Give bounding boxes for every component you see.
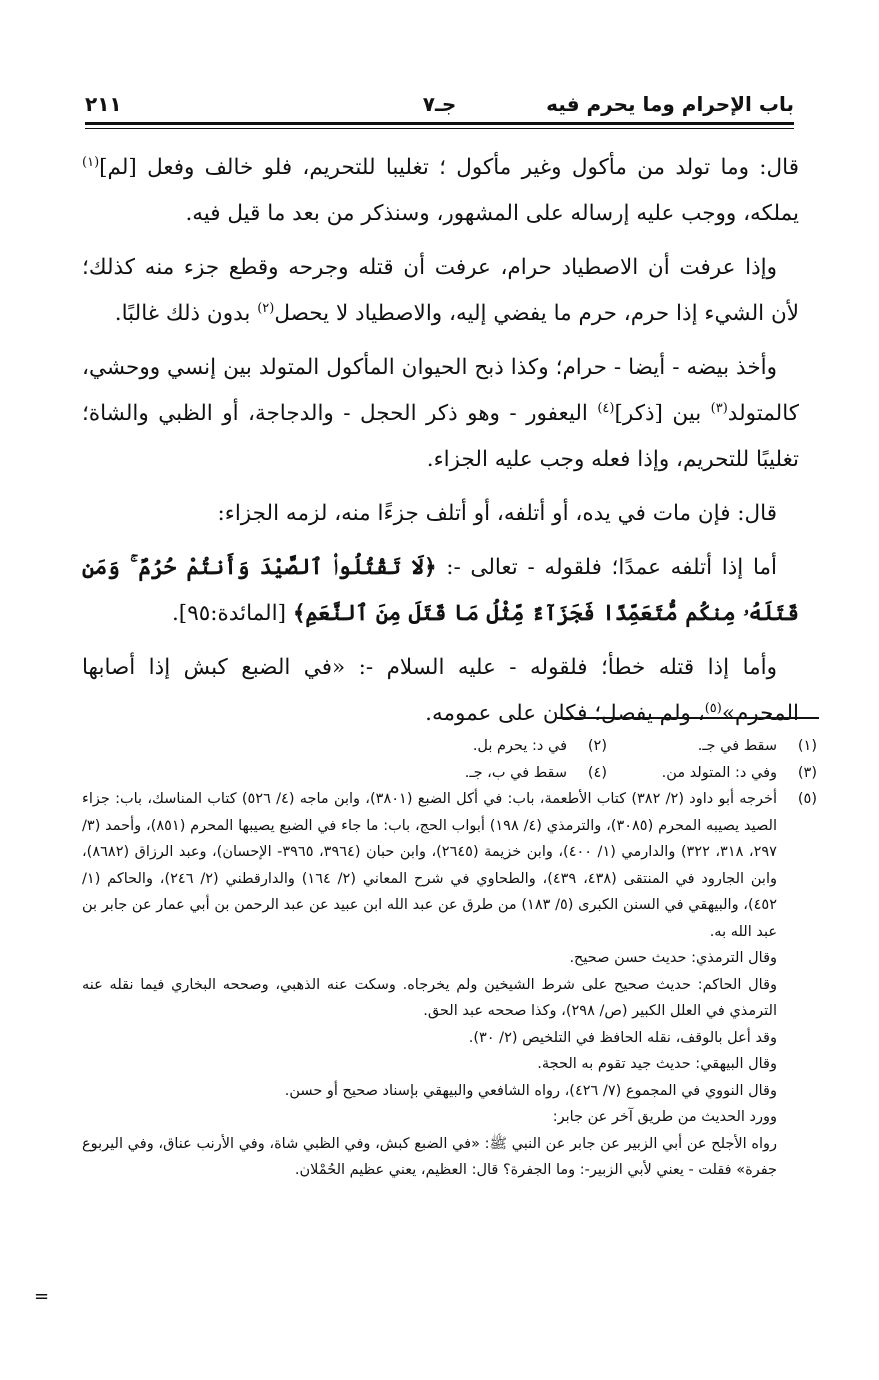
footnote-row-1	[82, 733, 817, 760]
paragraph-4	[82, 491, 799, 537]
volume-label: جـ٧	[422, 92, 457, 116]
margin-mark: =	[34, 1286, 50, 1307]
footnote-number: (٣)	[797, 764, 817, 781]
footnote-ref-5[interactable]: (٥)	[704, 700, 722, 716]
p3-text: وأخذ بيضه - أيضا - حرام؛ وكذا ذبح الحيوان المأكول المتولد بين إنسي ووحشي، كالمتولد	[82, 355, 799, 426]
p6-text: وأما إذا قتله خطأ؛ فلقوله - عليه السلام -: «في الضبع كبش إذا أصابها المحرم»	[82, 655, 799, 726]
paragraph-5	[82, 545, 799, 637]
paragraph-6	[82, 645, 799, 737]
page-number: ٢١١	[85, 92, 122, 116]
footnote-separator	[557, 717, 819, 719]
footnote-ref-3[interactable]: (٣)	[710, 400, 728, 416]
footnotes	[82, 733, 817, 1184]
footnote-row-2	[82, 760, 817, 787]
footnote-5-body	[82, 786, 777, 1184]
footnote-2	[397, 733, 607, 760]
p3-text-2: بين [ذكر]	[614, 401, 711, 426]
p6-text-2: ، ولم يفصل؛ فكان على عمومه.	[425, 701, 705, 726]
footnote-text: سقط في جـ.	[697, 738, 777, 754]
footnote-5-line: أخرجه أبو داود (٢/ ٣٨٢) كتاب الأطعمة، باب: في أكل الضبع (٣٨٠١)، وابن ماجه (٤/ ٥٢٦) كتاب المناسك، باب: جزاء الصيد يصيبه المحرم (٣٠٨٥)، والترمذي (٤/ ١٩٨) أبواب الحج، باب: ما جاء في الضبع يصيبها المحرم (٨٥١)، وأحمد (٣/ ٢٩٧، ٣١٨، ٣٢٢) والدارمي (١/ ٤٠٠)، وابن خزيمة (٢٦٤٥)، وابن حبان (٣٩٦٤، ٣٩٦٥- الإحسان)، وعبد الرزاق (٨٦٨٢)، وابن الجارود في المنتقى (٤٣٨، ٤٣٩)، والطحاوي في شرح المعاني (٢/ ١٦٤) والدارقطني (٢/ ٢٤٦)، والحاكم (١/ ٤٥٢)، والبيهقي في السنن الكبرى (٥/ ١٨٣) من طرق عن عبد الله ابن عبيد عن عبد الرحمن بن أبي عمار عن جابر بن عبد الله به.	[82, 791, 778, 940]
footnote-number: (٤)	[587, 764, 607, 781]
p3-text-3: اليعفور - وهو ذكر الحجل - والدجاجة، أو الظبي والشاة؛ تغليبًا للتحريم، وإذا فعله وجب عليه الجزاء.	[82, 401, 799, 472]
footnote-5-line: رواه الأجلح عن أبي الزبير عن جابر عن النبي ﷺ: «في الضبع كبش، وفي الظبي شاة، وفي الأرنب عناق، وفي اليربوع جفرة» فقلت - يعني لأبي الزبير-: وما الجفرة؟ قال: العظيم، يعني عظيم الحُمْلان.	[82, 1135, 777, 1178]
footnote-text: سقط في ب، جـ.	[464, 764, 567, 781]
p2-text-2: بدون ذلك غالبًا.	[114, 301, 258, 326]
chapter-title: باب الإحرام وما يحرم فيه	[546, 92, 794, 116]
footnote-4	[397, 760, 607, 787]
footnote-text: في د: يحرم بل.	[472, 738, 567, 754]
quran-verse: ﴿لَا تَقْتُلُوا۟ ٱلصَّيْدَ وَأَنتُمْ حُرُمٌ ۚ وَمَن قَتَلَهُۥ مِنكُم مُّتَعَمِّدًا فَجَزَآءٌ مِّثْلُ مَا قَتَلَ مِنَ ٱلنَّعَمِ﴾	[82, 555, 799, 626]
footnote-5-line: وقال النووي في المجموع (٧/ ٤٢٦)، رواه الشافعي والبيهقي بإسناد صحيح أو حسن.	[284, 1082, 777, 1099]
header-rule-thick	[85, 122, 794, 125]
p5-text: أما إذا أتلفه عمدًا؛ فلقوله - تعالى -:	[436, 555, 777, 580]
p5-text-2: [المائدة:٩٥].	[171, 601, 293, 626]
p1-text: قال: وما تولد من مأكول وغير مأكول ؛ تغليبا للتحريم، فلو خالف وفعل [لم]	[99, 155, 799, 180]
footnote-5-line: وقد أعل بالوقف، نقله الحافظ في التلخيص (٢/ ٣٠).	[468, 1029, 777, 1046]
footnote-number: (٢)	[587, 738, 607, 754]
running-header	[85, 86, 794, 122]
footnote-ref-2[interactable]: (٢)	[257, 300, 275, 316]
footnote-5	[82, 786, 817, 1184]
footnote-5-line: وقال الحاكم: حديث صحيح على شرط الشيخين ولم يخرجاه. وسكت عنه الذهبي، وصححه البخاري فيما نقله عنه الترمذي في العلل الكبير (ص/ ٢٩٨)، وكذا صححه عبد الحق.	[82, 976, 777, 1019]
paragraph-1	[82, 145, 799, 237]
footnote-1	[607, 733, 817, 760]
main-text	[82, 145, 799, 745]
footnote-5-line: وقال الترمذي: حديث حسن صحيح.	[569, 950, 777, 966]
footnote-ref-4[interactable]: (٤)	[597, 400, 615, 416]
footnote-3	[607, 760, 817, 787]
paragraph-3	[82, 345, 799, 483]
footnote-ref-1[interactable]: (١)	[82, 154, 100, 170]
footnote-number: (٥)	[797, 791, 817, 807]
p4-text: قال: فإن مات في يده، أو أتلفه، أو أتلف جزءًا منه، لزمه الجزاء:	[217, 501, 777, 526]
p2-text: وإذا عرفت أن الاصطياد حرام، عرفت أن قتله وجرحه وقطع جزء منه كذلك؛ لأن الشيء إذا حرم، حرم ما يفضي إليه، والاصطياد لا يحصل	[82, 255, 799, 326]
header-rule-thin	[85, 128, 794, 129]
footnote-5-line: وورد الحديث من طريق آخر عن جابر:	[552, 1109, 777, 1125]
p1-text-2: يملكه، ووجب عليه إرساله على المشهور، وسنذكر من بعد ما قيل فيه.	[185, 201, 799, 226]
footnote-number: (١)	[797, 738, 817, 754]
footnote-text: وفي د: المتولد من.	[661, 764, 777, 781]
paragraph-2	[82, 245, 799, 337]
footnote-5-line: وقال البيهقي: حديث جيد تقوم به الحجة.	[537, 1056, 777, 1072]
